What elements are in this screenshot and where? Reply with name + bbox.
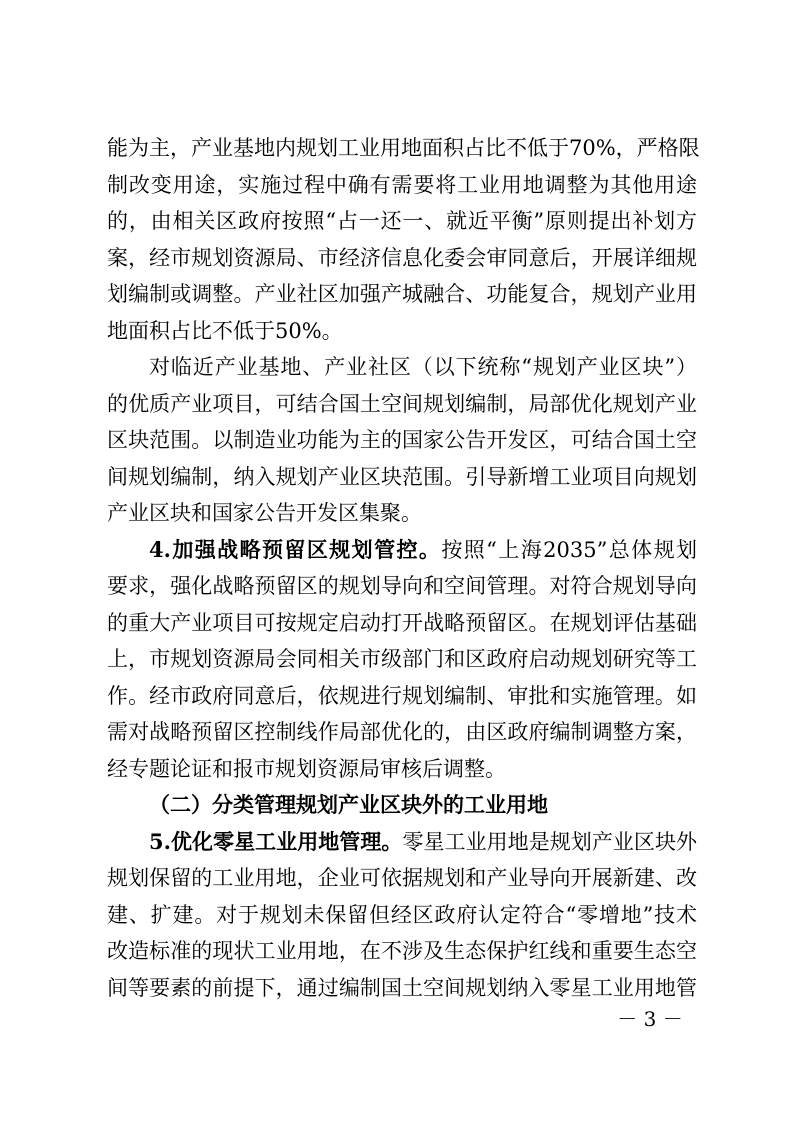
item-4-heading: 4.加强战略预留区规划管控。 xyxy=(149,536,442,562)
text-line: 地面积占比不低于50%。 xyxy=(107,318,343,343)
text-line: 划编制或调整。产业社区加强产城融合、功能复合，规划产业用 xyxy=(107,282,697,306)
text-line: 间规划编制，纳入规划产业区块范围。引导新增工业项目向规划 xyxy=(107,464,697,489)
text-line: 能为主，产业基地内规划工业用地面积占比不低于70%，严格限 xyxy=(107,136,700,160)
text-line: 建、扩建。对于规划未保留但经区政府认定符合“零增地”技术 xyxy=(107,902,697,927)
text-line: 的，由相关区政府按照“占一还一、就近平衡”原则提出补划方 xyxy=(107,209,697,233)
text-line: 需对战略预留区控制线作局部优化的，由区政府编制调整方案， xyxy=(107,720,697,744)
text-line: 间等要素的前提下，通过编制国土空间规划纳入零星工业用地管 xyxy=(107,975,697,1000)
text-line: 对临近产业基地、产业社区（以下统称“规划产业区块”） xyxy=(149,355,697,379)
text-line: 案，经市规划资源局、市经济信息化委会审同意后，开展详细规 xyxy=(107,245,697,270)
text-line: 区块范围。以制造业功能为主的国家公告开发区，可结合国土空 xyxy=(107,428,697,452)
item-4-line xyxy=(107,532,697,569)
text-line: 要求，强化战略预留区的规划导向和空间管理。对符合规划导向 xyxy=(107,574,697,598)
text-line: 规划保留的工业用地，企业可依据规划和产业导向开展新建、改 xyxy=(107,866,697,890)
item-5-text: 零星工业用地是规划产业区块外 xyxy=(402,829,698,854)
document-body xyxy=(107,130,700,1006)
text-line: 改造标准的现状工业用地，在不涉及生态保护红线和重要生态空 xyxy=(107,939,697,963)
text-line: 产业区块和国家公告开发区集聚。 xyxy=(107,501,422,525)
text-line: 经专题论证和报市规划资源局审核后调整。 xyxy=(107,756,506,781)
text-line: 作。经市政府同意后，依规进行规划编制、审批和实施管理。如 xyxy=(107,683,697,708)
text-line: 制改变用途，实施过程中确有需要将工业用地调整为其他用途 xyxy=(107,172,697,197)
text-line: 上，市规划资源局会同相关市级部门和区政府启动规划研究等工 xyxy=(107,647,697,671)
item-5-heading: 5.优化零星工业用地管理。 xyxy=(149,828,403,854)
section-heading: （二）分类管理规划产业区块外的工业用地 xyxy=(149,792,548,817)
item-4-text: 按照“上海2035”总体规划 xyxy=(441,537,698,562)
page-number: － 3 － xyxy=(617,1007,683,1031)
item-5-line xyxy=(107,824,697,861)
text-line: 的优质产业项目，可结合国土空间规划编制，局部优化规划产业 xyxy=(107,391,697,416)
text-line: 的重大产业项目可按规定启动打开战略预留区。在规划评估基础 xyxy=(107,610,697,635)
